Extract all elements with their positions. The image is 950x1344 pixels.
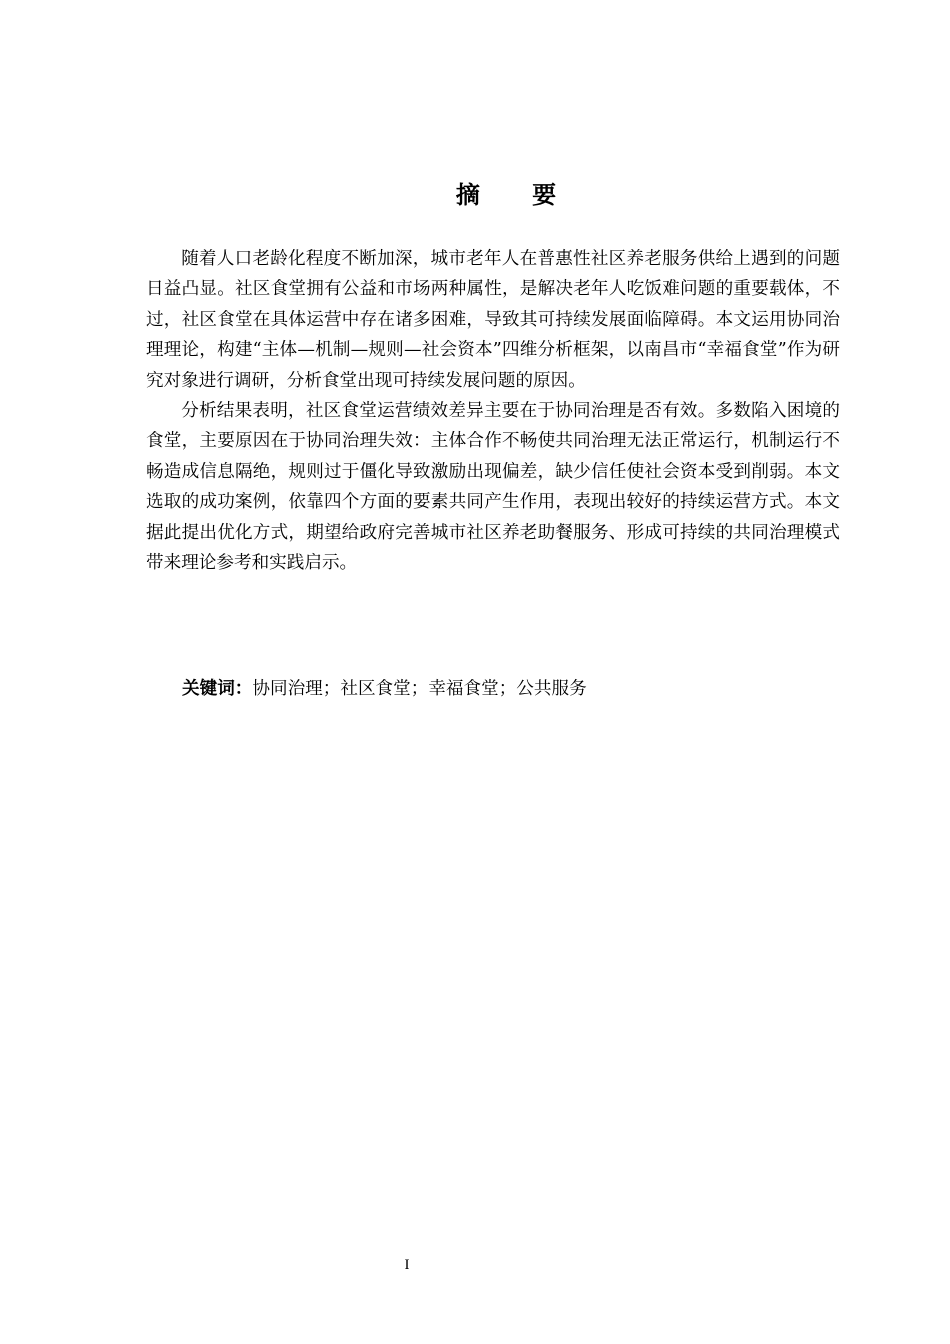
abstract-title: 摘 要 [455, 181, 579, 209]
abstract-paragraph-2: 分析结果表明，社区食堂运营绩效差异主要在于协同治理是否有效。多数陷入困境的食堂，主要原因在于协同治理失效：主体合作不畅使共同治理无法正常运行，机制运行不畅造成信息隔绝，规则过于僵化导致激励出现偏差，缺少信任使社会资本受到削弱。本文选取的成功案例，依靠四个方面的要素共同产生作用，表现出较好的持续运营方式。本文据此提出优化方式，期望给政府完善城市社区养老助餐服务、形成可持续的共同治理模式带来理论参考和实践启示。 [146, 401, 840, 574]
keywords-text: 协同治理；社区食堂；幸福食堂；公共服务 [252, 679, 587, 699]
abstract-body [146, 244, 840, 578]
page-number: I [404, 1257, 410, 1273]
abstract-paragraph-1: 随着人口老龄化程度不断加深，城市老年人在普惠性社区养老服务供给上遇到的问题日益凸显。社区食堂拥有公益和市场两种属性，是解决老年人吃饭难问题的重要载体，不过，社区食堂在具体运营中存在诸多困难，导致其可持续发展面临障碍。本文运用协同治理理论，构建“主体—机制—规则—社会资本”四维分析框架，以南昌市“幸福食堂”作为研究对象进行调研，分析食堂出现可持续发展问题的原因。 [146, 249, 840, 391]
keywords-label: 关键词： [182, 679, 253, 699]
keywords-line [182, 674, 842, 704]
